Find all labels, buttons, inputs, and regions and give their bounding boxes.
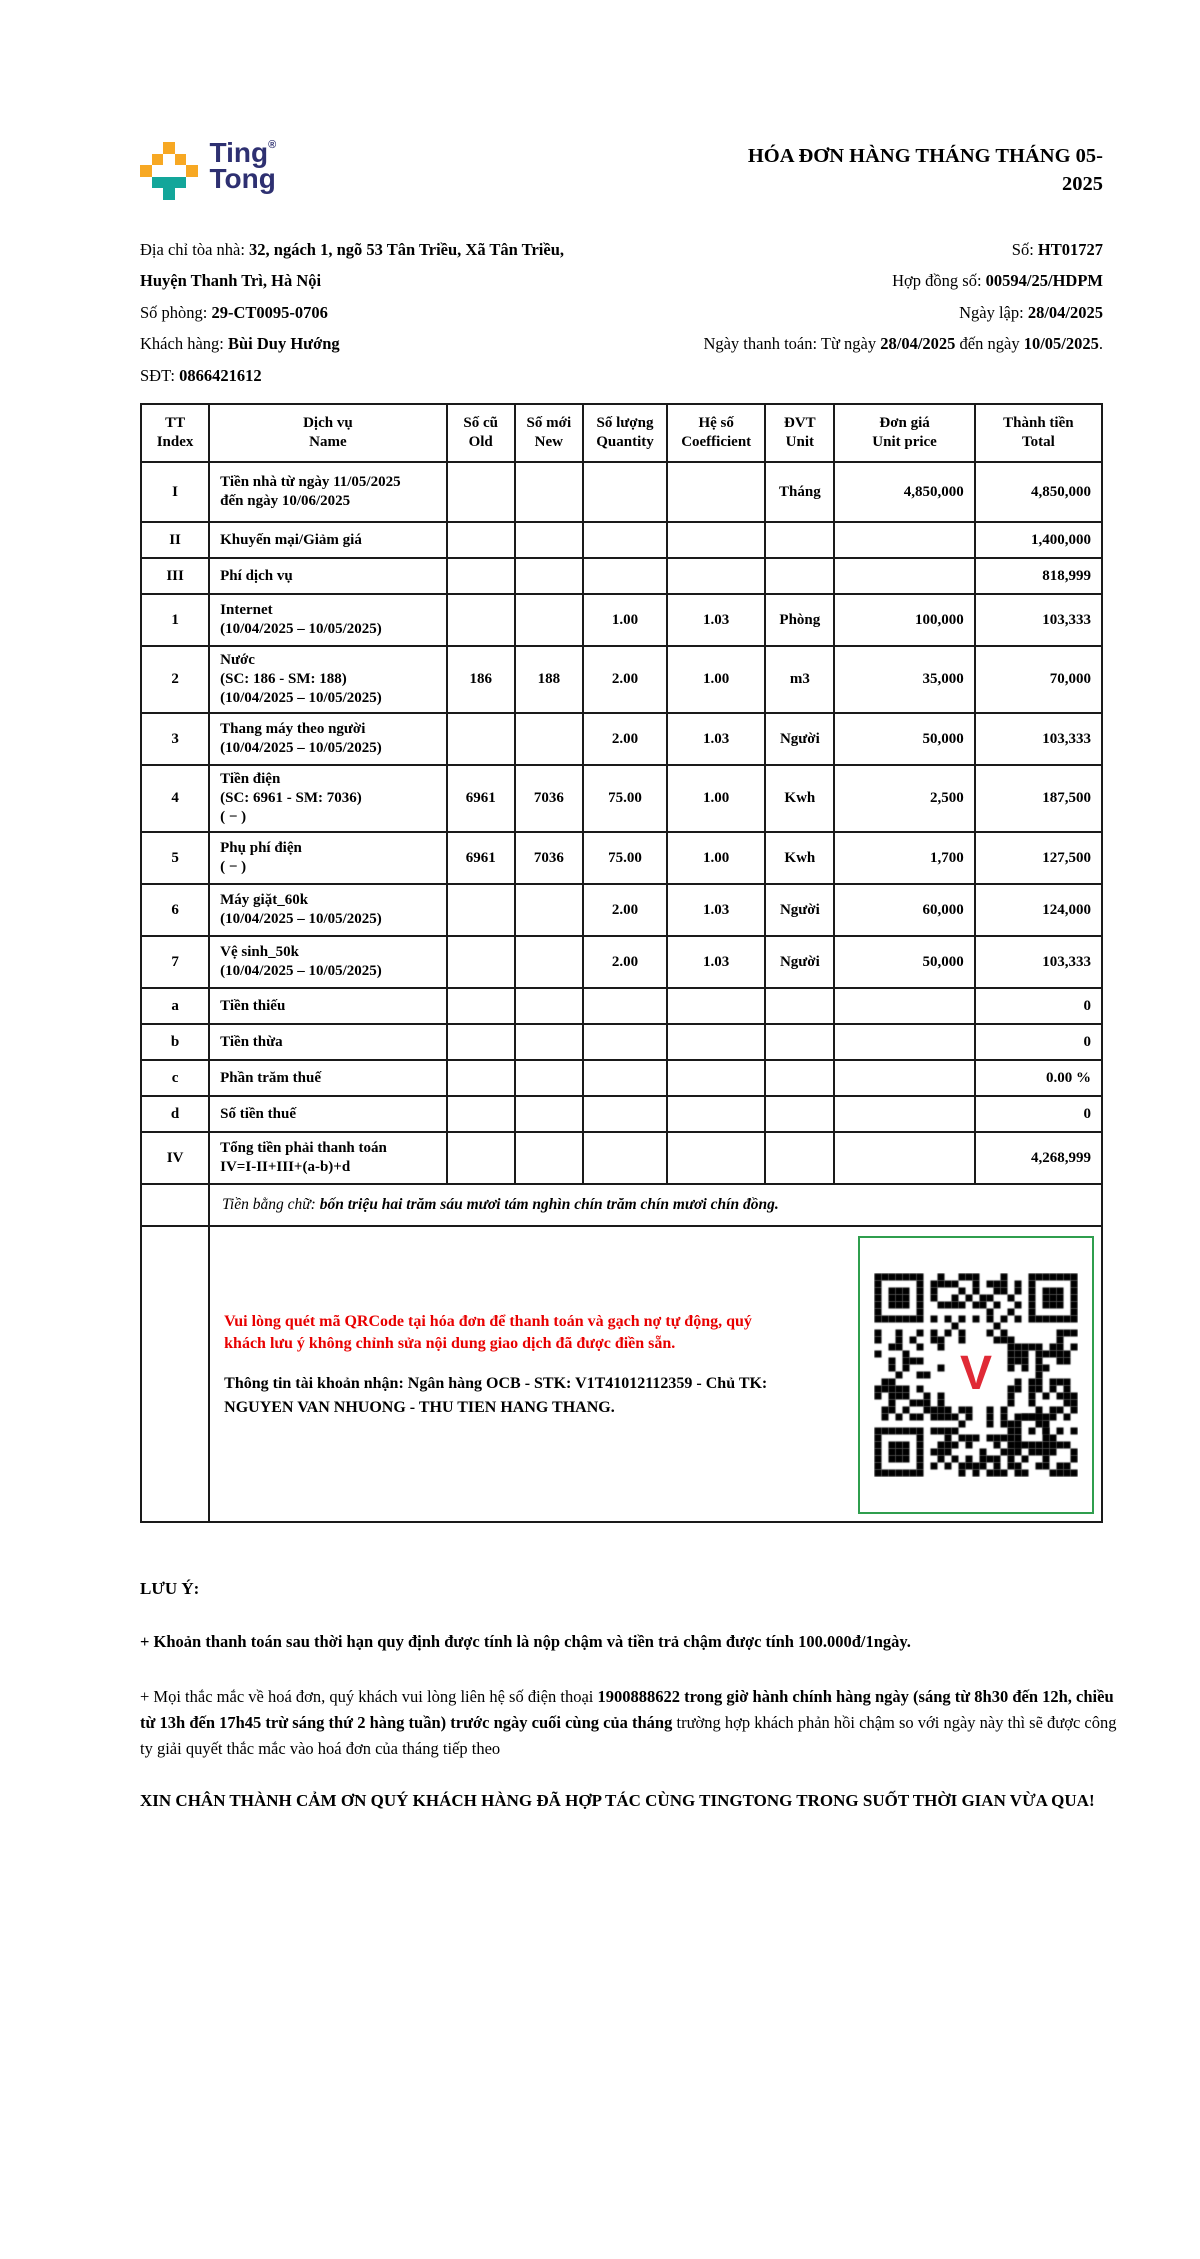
cell-new — [515, 462, 583, 522]
cell-unit-price — [834, 1060, 974, 1096]
amount-in-words-row — [141, 1184, 1102, 1226]
table-row-7 — [141, 936, 1102, 988]
cell-total: 818,999 — [975, 558, 1102, 594]
cell-old — [447, 713, 515, 765]
cell-unit — [765, 988, 834, 1024]
table-row-c — [141, 1060, 1102, 1096]
cell-service-name: Số tiền thuế — [209, 1096, 446, 1132]
vietqr-v-icon: V — [959, 1347, 993, 1401]
address-line: Địa chỉ tòa nhà: 32, ngách 1, ngõ 53 Tân Triều, Xã Tân Triều, — [140, 239, 564, 259]
cell-quantity: 2.00 — [583, 936, 667, 988]
cell-unit-price: 50,000 — [834, 936, 974, 988]
cell-new — [515, 988, 583, 1024]
tingtong-logo — [140, 137, 277, 200]
cell-unit — [765, 1096, 834, 1132]
invoice-number-line: Số: HT01727 — [1011, 239, 1103, 259]
qr-notice-red: Vui lòng quét mã QRCode tại hóa đơn để thanh toán và gạch nợ tự động, quý khách lưu ý không chỉnh sửa nội dung giao dịch đã được điền sẵn. — [224, 1313, 752, 1352]
cell-quantity — [583, 522, 667, 558]
table-row-II — [141, 522, 1102, 558]
header — [140, 137, 1103, 200]
cell-old — [447, 988, 515, 1024]
cell-new — [515, 1096, 583, 1132]
column-header-0: TT Index — [141, 404, 209, 462]
cell-unit-price — [834, 1132, 974, 1184]
cell-service-name: Tiền thừa — [209, 1024, 446, 1060]
cell-coefficient: 1.00 — [667, 646, 765, 713]
cell-unit-price: 35,000 — [834, 646, 974, 713]
cell-index: II — [141, 522, 209, 558]
cell-unit-price — [834, 522, 974, 558]
qr-code — [874, 1273, 1078, 1477]
cell-old — [447, 1060, 515, 1096]
cell-total: 0.00 % — [975, 1060, 1102, 1096]
cell-coefficient — [667, 462, 765, 522]
cell-new — [515, 1024, 583, 1060]
cell-coefficient: 1.03 — [667, 884, 765, 936]
cell-total: 4,268,999 — [975, 1132, 1102, 1184]
cell-service-name: Tiền nhà từ ngày 11/05/2025 đến ngày 10/06/2025 — [209, 462, 446, 522]
cell-quantity — [583, 1132, 667, 1184]
cell-coefficient: 1.00 — [667, 765, 765, 832]
qr-instructions — [224, 1311, 779, 1420]
cell-total: 0 — [975, 1096, 1102, 1132]
cell-coefficient: 1.03 — [667, 713, 765, 765]
cell-total: 124,000 — [975, 884, 1102, 936]
cell-quantity: 2.00 — [583, 713, 667, 765]
logo-pixel — [163, 154, 175, 166]
cell-total: 70,000 — [975, 646, 1102, 713]
created-date-line: Ngày lập: 28/04/2025 — [959, 302, 1103, 322]
cell-service-name: Máy giặt_60k (10/04/2025 – 10/05/2025) — [209, 884, 446, 936]
cell-coefficient — [667, 1024, 765, 1060]
cell-unit: Người — [765, 713, 834, 765]
cell-old — [447, 1096, 515, 1132]
logo-pixel — [163, 188, 175, 200]
cell-coefficient — [667, 988, 765, 1024]
logo-pixel — [175, 188, 187, 200]
thank-you-note: XIN CHÂN THÀNH CẢM ƠN QUÝ KHÁCH HÀNG ĐÃ HỢP TÁC CÙNG TINGTONG TRONG SUỐT THỜI GIAN VỪA QUA! — [140, 1791, 1095, 1810]
cell-total: 4,850,000 — [975, 462, 1102, 522]
table-row-b — [141, 1024, 1102, 1060]
column-header-4: Số lượng Quantity — [583, 404, 667, 462]
cell-service-name: Tổng tiền phải thanh toán IV=I-II+III+(a-b)+d — [209, 1132, 446, 1184]
cell-old — [447, 936, 515, 988]
column-header-6: ĐVT Unit — [765, 404, 834, 462]
table-row-d — [141, 1096, 1102, 1132]
tingtong-logo-text — [209, 137, 277, 194]
cell-unit: Tháng — [765, 462, 834, 522]
table-row-3 — [141, 713, 1102, 765]
table-row-6 — [141, 884, 1102, 936]
cell-coefficient — [667, 522, 765, 558]
cell-old: 6961 — [447, 832, 515, 884]
cell-quantity — [583, 1060, 667, 1096]
cell-service-name: Vệ sinh_50k (10/04/2025 – 10/05/2025) — [209, 936, 446, 988]
invoice-info — [140, 234, 1103, 392]
cell-service-name: Phụ phí điện ( − ) — [209, 832, 446, 884]
logo-pixel — [152, 188, 164, 200]
registered-mark: ® — [268, 139, 277, 151]
amount-in-words: Tiền bằng chữ: bốn triệu hai trăm sáu mươi tám nghìn chín trăm chín mươi chín đồng. — [209, 1184, 1102, 1226]
logo-pixel — [163, 165, 175, 177]
cell-old — [447, 884, 515, 936]
cell-quantity: 1.00 — [583, 594, 667, 646]
cell-quantity — [583, 558, 667, 594]
cell-index: 7 — [141, 936, 209, 988]
cell-unit: Phòng — [765, 594, 834, 646]
cell-service-name: Phí dịch vụ — [209, 558, 446, 594]
cell-total: 0 — [975, 1024, 1102, 1060]
cell-unit: Kwh — [765, 832, 834, 884]
contract-line: Hợp đồng số: 00594/25/HDPM — [892, 271, 1103, 290]
hotline-note-segment: trường hợp khách phản hồi chậm so với ngày này thì sẽ được công ty giải quyết thắc mắc vào hoá đơn của tháng tiếp theo — [140, 1713, 1117, 1758]
cell-new: 188 — [515, 646, 583, 713]
cell-index: a — [141, 988, 209, 1024]
cell-old — [447, 1132, 515, 1184]
table-row-2 — [141, 646, 1102, 713]
cell-service-name: Internet (10/04/2025 – 10/05/2025) — [209, 594, 446, 646]
column-header-7: Đơn giá Unit price — [834, 404, 974, 462]
cell-unit-price — [834, 988, 974, 1024]
logo-pixel — [140, 165, 152, 177]
invoice-title: HÓA ĐƠN HÀNG THÁNG THÁNG 05-2025 — [747, 145, 1103, 195]
cell-old: 186 — [447, 646, 515, 713]
cell-unit: m3 — [765, 646, 834, 713]
address-line-2: Huyện Thanh Trì, Hà Nội — [140, 271, 322, 290]
cell-new — [515, 884, 583, 936]
logo-pixel — [186, 142, 198, 154]
cell-new — [515, 522, 583, 558]
cell-index: 2 — [141, 646, 209, 713]
column-header-3: Số mới New — [515, 404, 583, 462]
hotline-note — [140, 1684, 1120, 1762]
cell-unit-price — [834, 1024, 974, 1060]
cell-new — [515, 558, 583, 594]
account-info: Thông tin tài khoản nhận: Ngân hàng OCB - STK: V1T41012112359 - Chủ TK: NGUYEN VAN NHUONG - THU TIEN HANG THANG. — [224, 1375, 768, 1416]
table-row-4 — [141, 765, 1102, 832]
table-row-a — [141, 988, 1102, 1024]
cell-unit-price — [834, 558, 974, 594]
cell-unit-price: 60,000 — [834, 884, 974, 936]
table-row-III — [141, 558, 1102, 594]
cell-quantity — [583, 988, 667, 1024]
table-row-5 — [141, 832, 1102, 884]
payment-date-line: Ngày thanh toán: Từ ngày 28/04/2025 đến ngày 10/05/2025. — [703, 334, 1103, 353]
logo-pixel — [175, 165, 187, 177]
qr-frame — [858, 1236, 1094, 1514]
cell-service-name: Khuyến mại/Giảm giá — [209, 522, 446, 558]
cell-quantity: 2.00 — [583, 646, 667, 713]
cell-total: 103,333 — [975, 594, 1102, 646]
logo-word-tong: Tong — [209, 163, 276, 194]
cell-index: III — [141, 558, 209, 594]
hotline-note-segment: trước ngày cuối cùng của tháng — [446, 1713, 673, 1732]
cell-unit — [765, 1132, 834, 1184]
cell-unit: Kwh — [765, 765, 834, 832]
logo-pixel — [175, 177, 187, 189]
cell-coefficient: 1.03 — [667, 936, 765, 988]
logo-pixel — [140, 188, 152, 200]
cell-unit — [765, 558, 834, 594]
cell-new: 7036 — [515, 765, 583, 832]
column-header-1: Dịch vụ Name — [209, 404, 446, 462]
cell-quantity: 75.00 — [583, 832, 667, 884]
logo-pixel — [152, 177, 164, 189]
cell-new — [515, 1132, 583, 1184]
cell-unit — [765, 522, 834, 558]
table-row-1 — [141, 594, 1102, 646]
customer-line: Khách hàng: Bùi Duy Hướng — [140, 334, 340, 353]
logo-pixel — [186, 154, 198, 166]
logo-pixel — [152, 165, 164, 177]
empty-cell — [141, 1226, 209, 1522]
cell-coefficient: 1.00 — [667, 832, 765, 884]
qr-row — [141, 1226, 1102, 1522]
logo-word-ting: Ting — [209, 137, 269, 168]
cell-quantity — [583, 1096, 667, 1132]
logo-pixel — [140, 154, 152, 166]
table-row-IV — [141, 1132, 1102, 1184]
logo-pixel — [152, 142, 164, 154]
column-header-8: Thành tiền Total — [975, 404, 1102, 462]
cell-service-name: Nước (SC: 186 - SM: 188) (10/04/2025 – 10/05/2025) — [209, 646, 446, 713]
cell-index: 3 — [141, 713, 209, 765]
cell-old — [447, 594, 515, 646]
cell-coefficient — [667, 1060, 765, 1096]
logo-pixel — [140, 142, 152, 154]
logo-pixel — [140, 177, 152, 189]
cell-quantity — [583, 1024, 667, 1060]
cell-index: 4 — [141, 765, 209, 832]
cell-new — [515, 936, 583, 988]
column-header-5: Hệ số Coefficient — [667, 404, 765, 462]
cell-index: 6 — [141, 884, 209, 936]
cell-new — [515, 713, 583, 765]
phone-line: SĐT: 0866421612 — [140, 365, 262, 385]
cell-unit: Người — [765, 936, 834, 988]
cell-total: 103,333 — [975, 713, 1102, 765]
cell-index: 1 — [141, 594, 209, 646]
hotline-note-segment: 1900888622 trong giờ hành chính hàng ngày (sáng từ 8h30 đến 12h, chiều từ 13h đến 17h45 trừ sáng thứ 2 hàng tuần) — [140, 1687, 1114, 1732]
customer-info — [140, 234, 564, 392]
cell-total: 1,400,000 — [975, 522, 1102, 558]
logo-pixel — [163, 142, 175, 154]
cell-quantity — [583, 462, 667, 522]
logo-pixel — [152, 154, 164, 166]
cell-unit-price: 4,850,000 — [834, 462, 974, 522]
table-header-row — [141, 404, 1102, 462]
cell-unit-price — [834, 1096, 974, 1132]
invoice-table — [140, 403, 1103, 1523]
cell-total: 127,500 — [975, 832, 1102, 884]
tingtong-logo-icon — [140, 142, 198, 200]
note-title: LƯU Ý: — [140, 1579, 200, 1598]
cell-old — [447, 558, 515, 594]
logo-pixel — [186, 177, 198, 189]
cell-total: 103,333 — [975, 936, 1102, 988]
cell-new: 7036 — [515, 832, 583, 884]
cell-coefficient: 1.03 — [667, 594, 765, 646]
logo-pixel — [163, 177, 175, 189]
cell-unit-price: 50,000 — [834, 713, 974, 765]
room-line: Số phòng: 29-CT0095-0706 — [140, 302, 328, 322]
column-header-2: Số cũ Old — [447, 404, 515, 462]
cell-index: b — [141, 1024, 209, 1060]
cell-index: I — [141, 462, 209, 522]
cell-index: c — [141, 1060, 209, 1096]
logo-pixel — [175, 154, 187, 166]
logo-pixel — [186, 188, 198, 200]
logo-pixel — [175, 142, 187, 154]
cell-unit — [765, 1060, 834, 1096]
cell-service-name: Tiền điện (SC: 6961 - SM: 7036) ( − ) — [209, 765, 446, 832]
cell-old: 6961 — [447, 765, 515, 832]
cell-unit: Người — [765, 884, 834, 936]
cell-service-name: Thang máy theo người (10/04/2025 – 10/05/2025) — [209, 713, 446, 765]
late-payment-note: + Khoản thanh toán sau thời hạn quy định được tính là nộp chậm và tiền trả chậm được tính 100.000đ/1ngày. — [140, 1632, 911, 1651]
cell-total: 0 — [975, 988, 1102, 1024]
cell-service-name: Tiền thiếu — [209, 988, 446, 1024]
cell-unit-price: 100,000 — [834, 594, 974, 646]
hotline-note-segment: + Mọi thắc mắc về hoá đơn, quý khách vui lòng liên hệ số điện thoại — [140, 1687, 598, 1706]
cell-unit-price: 1,700 — [834, 832, 974, 884]
cell-index: IV — [141, 1132, 209, 1184]
cell-new — [515, 594, 583, 646]
cell-total: 187,500 — [975, 765, 1102, 832]
cell-coefficient — [667, 1096, 765, 1132]
logo-pixel — [186, 165, 198, 177]
cell-index: d — [141, 1096, 209, 1132]
cell-old — [447, 522, 515, 558]
cell-coefficient — [667, 558, 765, 594]
table-row-I — [141, 462, 1102, 522]
cell-quantity: 75.00 — [583, 765, 667, 832]
cell-old — [447, 1024, 515, 1060]
qr-payment-cell — [209, 1226, 1102, 1522]
cell-service-name: Phần trăm thuế — [209, 1060, 446, 1096]
cell-index: 5 — [141, 832, 209, 884]
cell-unit — [765, 1024, 834, 1060]
cell-quantity: 2.00 — [583, 884, 667, 936]
invoice-meta — [703, 234, 1103, 392]
cell-old — [447, 462, 515, 522]
footer-notes — [140, 1579, 1120, 1814]
cell-unit-price: 2,500 — [834, 765, 974, 832]
cell-coefficient — [667, 1132, 765, 1184]
cell-new — [515, 1060, 583, 1096]
empty-cell — [141, 1184, 209, 1226]
